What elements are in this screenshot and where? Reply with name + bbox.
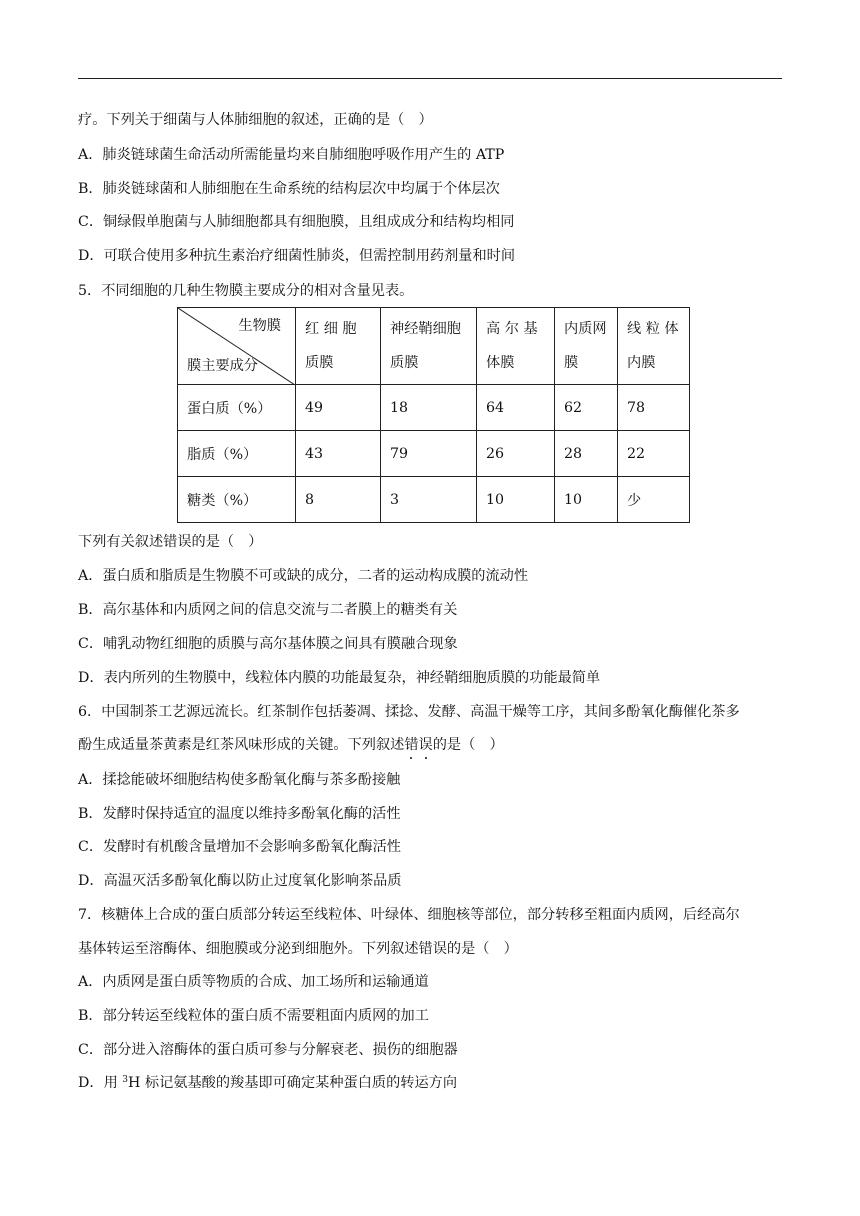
table-row [178, 385, 690, 431]
q6-option-b: B．发酵时保持适宜的温度以维持多酚氧化酶的活性 [78, 806, 401, 822]
table-cell: 18 [381, 385, 477, 431]
q6-option-c: C．发酵时有机酸含量增加不会影响多酚氧化酶活性 [78, 839, 401, 855]
q6-option-d: D．高温灭活多酚氧化酶以防止过度氧化影响茶品质 [78, 873, 402, 889]
table-cell: 49 [296, 385, 381, 431]
q6-option-a: A．揉捻能破坏细胞结构使多酚氧化酶与茶多酚接触 [78, 772, 401, 788]
table-row [178, 477, 690, 523]
q7-option-c: C．部分进入溶酶体的蛋白质可参与分解衰老、损伤的细胞器 [78, 1042, 458, 1058]
table-cell: 22 [618, 431, 690, 477]
q4-option-a: A．肺炎链球菌生命活动所需能量均来自肺细胞呼吸作用产生的 ATP [78, 147, 505, 163]
table-cell: 43 [296, 431, 381, 477]
table-cell: 64 [477, 385, 555, 431]
q7-stem-line2: 基体转运至溶酶体、细胞膜或分泌到细胞外。下列叙述错误的是（ ） [78, 941, 518, 957]
corner-header-bottom: 膜主要成分 [187, 358, 258, 374]
column-header: 内质网 膜 [555, 308, 618, 385]
q6-stem-line2: 酚生成适量茶黄素是红茶风味形成的关键。下列叙述错误的是（ ） [78, 737, 504, 753]
q5-question: 下列有关叙述错误的是（ ） [78, 534, 263, 550]
table-corner-cell [178, 308, 296, 385]
q7-option-d: D．用 $^3$H 标记氨基酸的羧基即可确定某种蛋白质的转运方向 [78, 1075, 458, 1091]
column-header: 红 细 胞 质膜 [296, 308, 381, 385]
table-cell: 10 [555, 477, 618, 523]
q5-stem: 5．不同细胞的几种生物膜主要成分的相对含量见表。 [78, 283, 414, 299]
emphasized-word: 错误 [404, 737, 433, 753]
table-cell: 79 [381, 431, 477, 477]
table-cell: 10 [477, 477, 555, 523]
table-row [178, 431, 690, 477]
q5-option-d: D．表内所列的生物膜中，线粒体内膜的功能最复杂，神经鞘细胞质膜的功能最简单 [78, 670, 601, 686]
q4-option-b: B．肺炎链球菌和人肺细胞在生命系统的结构层次中均属于个体层次 [78, 181, 500, 197]
corner-header-top: 生物膜 [238, 318, 281, 334]
q5-option-c: C．哺乳动物红细胞的质膜与高尔基体膜之间具有膜融合现象 [78, 636, 458, 652]
q7-option-b: B．部分转运至线粒体的蛋白质不需要粗面内质网的加工 [78, 1008, 429, 1024]
membrane-composition-table [177, 307, 690, 523]
q4-option-c: C．铜绿假单胞菌与人肺细胞都具有细胞膜，且组成成分和结构均相同 [78, 214, 515, 230]
table-cell: 26 [477, 431, 555, 477]
table-cell: 78 [618, 385, 690, 431]
q5-option-a: A．蛋白质和脂质是生物膜不可或缺的成分，二者的运动构成膜的流动性 [78, 568, 529, 584]
q5-option-b: B．高尔基体和内质网之间的信息交流与二者膜上的糖类有关 [78, 602, 458, 618]
row-label: 蛋白质（%） [178, 385, 296, 431]
table-cell: 少 [618, 477, 690, 523]
table-cell: 62 [555, 385, 618, 431]
q7-option-a: A．内质网是蛋白质等物质的合成、加工场所和运输通道 [78, 974, 429, 990]
q7-stem-line1: 7．核糖体上合成的蛋白质部分转运至线粒体、叶绿体、细胞核等部位，部分转移至粗面内质网，后经高尔 [78, 907, 740, 923]
column-header: 线 粒 体 内膜 [618, 308, 690, 385]
row-label: 脂质（%） [178, 431, 296, 477]
column-header: 高 尔 基 体膜 [477, 308, 555, 385]
table-cell: 28 [555, 431, 618, 477]
table-cell: 8 [296, 477, 381, 523]
q4-stem-end: 疗。下列关于细菌与人体肺细胞的叙述，正确的是（ ） [78, 112, 433, 128]
header-rule [78, 78, 782, 79]
q6-stem-line1: 6．中国制茶工艺源远流长。红茶制作包括萎凋、揉捻、发酵、高温干燥等工序，其间多酚氧化酶催化茶多 [78, 704, 740, 720]
row-label: 糖类（%） [178, 477, 296, 523]
q4-option-d: D．可联合使用多种抗生素治疗细菌性肺炎，但需控制用药剂量和时间 [78, 248, 516, 264]
table-cell: 3 [381, 477, 477, 523]
column-header: 神经鞘细胞 质膜 [381, 308, 477, 385]
